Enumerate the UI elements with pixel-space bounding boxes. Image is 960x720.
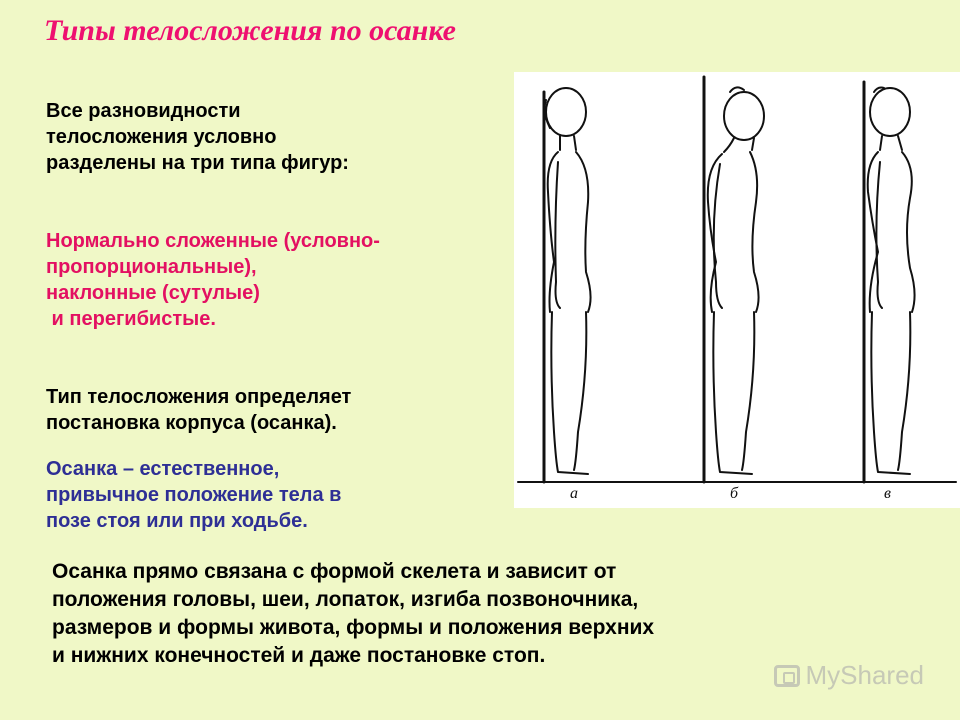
posture-intro [46,384,351,436]
conclusion-text [52,558,654,670]
type-line: Нормально сложенные (условно- [46,230,380,252]
conclusion-line: размеров и формы живота, формы и положения верхних [52,616,655,639]
posture-definition [46,456,341,534]
type-line: пропорциональные), [46,256,257,278]
definition-line: привычное положение тела в [46,484,342,506]
intro-text [46,98,349,176]
posture-illustration [514,72,960,508]
slide-title: Типы телосложения по осанке [44,14,456,47]
intro-line: Все разновидности [46,100,241,122]
figure-stooped [704,77,764,482]
figure-label-c: в [884,485,891,502]
conclusion-line: Осанка прямо связана с формой скелета и зависит от [52,560,617,583]
definition-line: позе стоя или при ходьбе. [46,510,308,532]
posture-figures-svg [514,72,960,508]
figure-label-a: а [570,485,578,502]
posture-line: постановка корпуса (осанка). [46,412,337,434]
watermark [774,660,925,691]
intro-line: разделены на три типа фигур: [46,152,349,174]
conclusion-line: и нижних конечностей и даже постановке стоп. [52,644,546,667]
type-line: и перегибистые. [46,308,216,330]
figure-label-b: б [730,485,739,502]
figure-normal [544,88,591,482]
figure-overextended [864,82,915,482]
myshared-logo-icon [774,665,800,687]
intro-line: телосложения условно [46,126,277,148]
posture-line: Тип телосложения определяет [46,386,352,408]
definition-line: Осанка – естественное, [46,458,280,480]
body-types-list [46,228,380,332]
type-line: наклонные (сутулые) [46,282,260,304]
conclusion-line: положения головы, шеи, лопаток, изгиба позвоночника, [52,588,639,611]
watermark-text: MyShared [805,660,924,690]
